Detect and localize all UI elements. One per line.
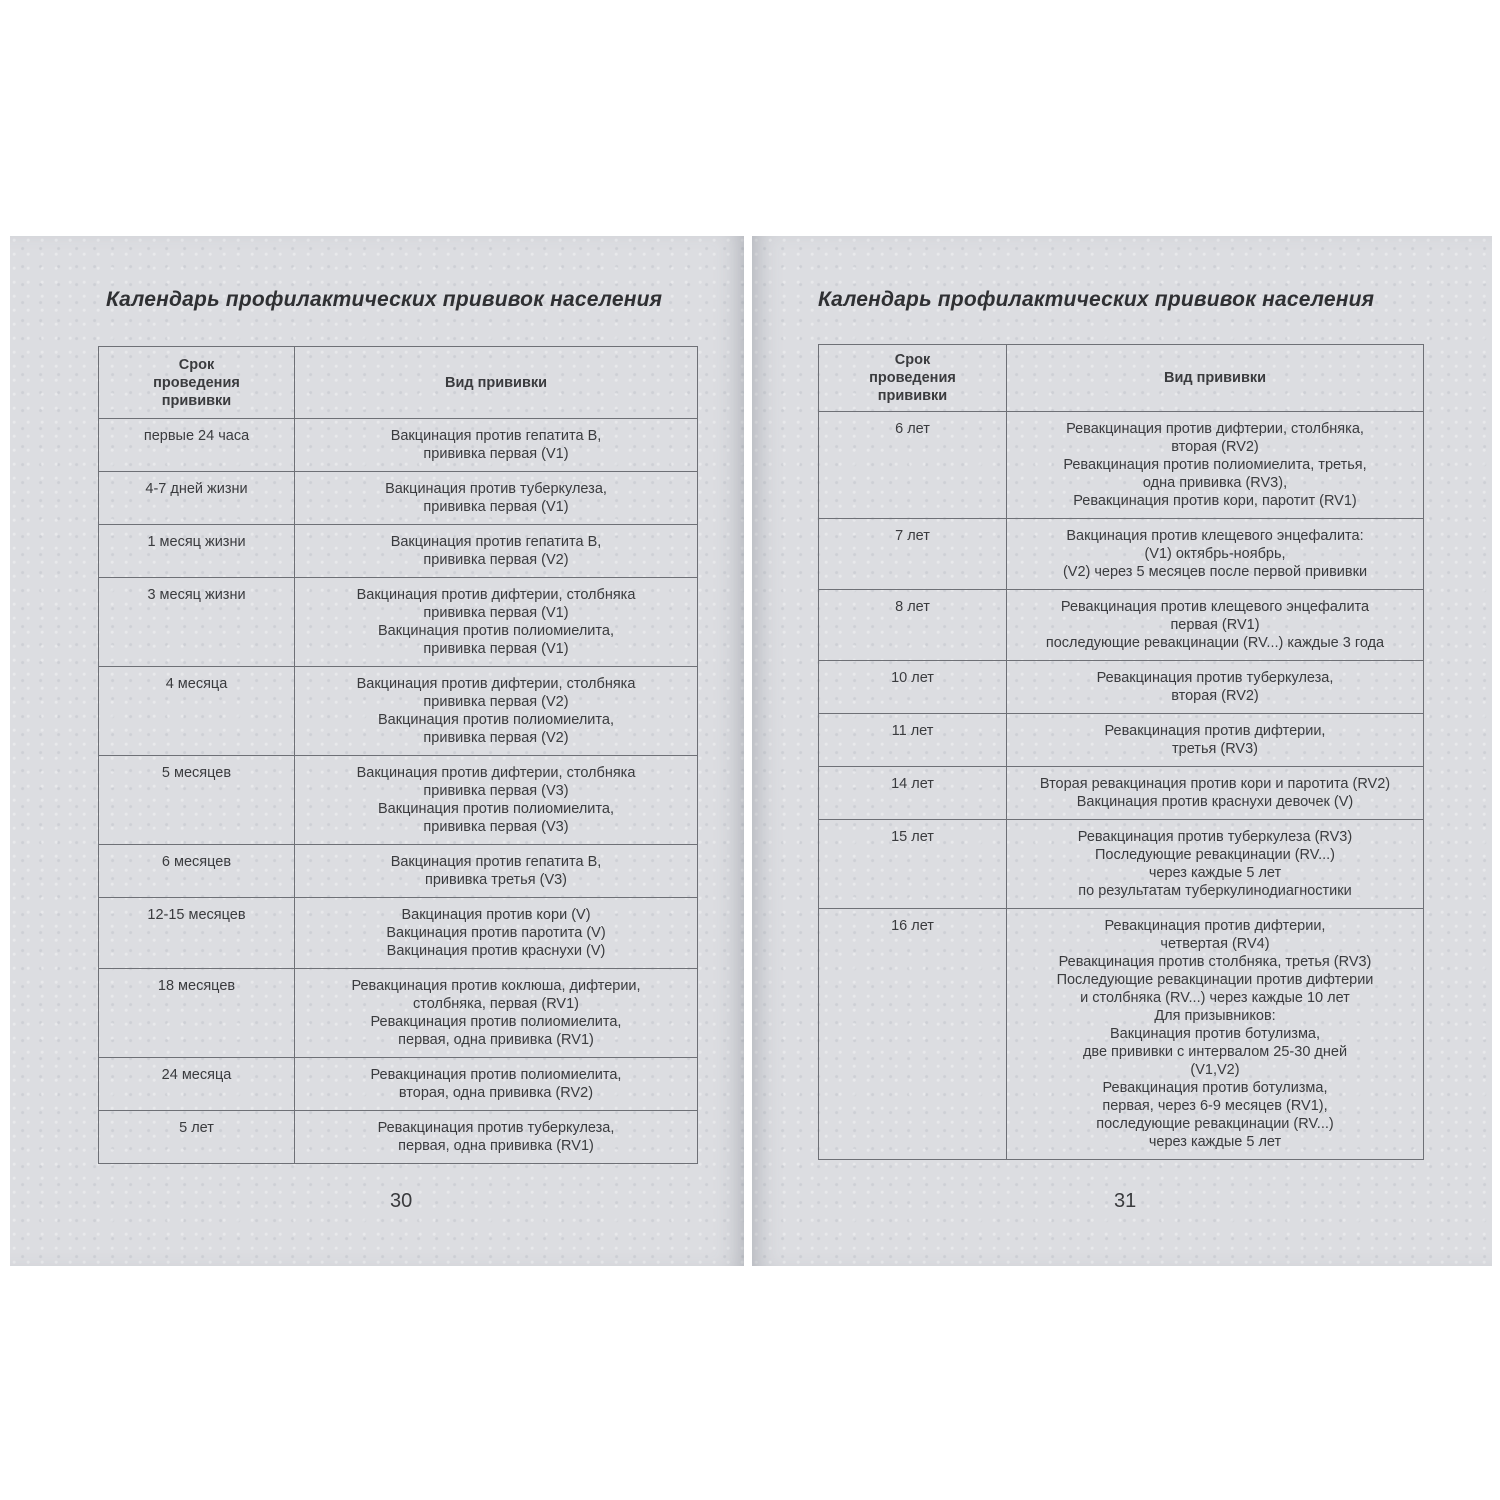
vaccination-type-cell: Вакцинация против кори (V) Вакцинация против паротита (V) Вакцинация против краснухи (V)	[295, 898, 698, 969]
vaccination-type-cell: Ревакцинация против полиомиелита, вторая, одна прививка (RV2)	[295, 1058, 698, 1111]
table-header-row	[819, 345, 1424, 412]
vaccination-type-cell: Вакцинация против гепатита В, прививка первая (V1)	[295, 419, 698, 472]
table-row	[819, 767, 1424, 820]
right-page	[752, 236, 1492, 1266]
header-term: Срок проведения прививки	[819, 345, 1007, 412]
header-type: Вид прививки	[295, 347, 698, 419]
term-cell: 1 месяц жизни	[99, 525, 295, 578]
term-cell: 15 лет	[819, 820, 1007, 909]
term-cell: первые 24 часа	[99, 419, 295, 472]
table-row	[819, 909, 1424, 1160]
page-title: Календарь профилактических прививок населения	[106, 288, 663, 311]
table-row	[99, 1058, 698, 1111]
table-row	[99, 969, 698, 1058]
vaccination-type-cell: Вакцинация против туберкулеза, прививка первая (V1)	[295, 472, 698, 525]
table-row	[99, 845, 698, 898]
table-row	[819, 661, 1424, 714]
term-cell: 3 месяц жизни	[99, 578, 295, 667]
vaccination-type-cell: Ревакцинация против туберкулеза (RV3) Последующие ревакцинации (RV...) через каждые 5 лет по результатам туберкулинодиагностики	[1007, 820, 1424, 909]
table-row	[819, 412, 1424, 519]
table-row	[99, 1111, 698, 1164]
term-cell: 4-7 дней жизни	[99, 472, 295, 525]
table-row	[819, 820, 1424, 909]
vaccination-type-cell: Вакцинация против дифтерии, столбняка прививка первая (V1) Вакцинация против полиомиелита, прививка первая (V1)	[295, 578, 698, 667]
term-cell: 11 лет	[819, 714, 1007, 767]
table-row	[819, 590, 1424, 661]
page-number: 31	[1114, 1190, 1137, 1212]
term-cell: 6 лет	[819, 412, 1007, 519]
table-row	[99, 898, 698, 969]
term-cell: 7 лет	[819, 519, 1007, 590]
vaccination-type-cell: Ревакцинация против дифтерии, третья (RV3)	[1007, 714, 1424, 767]
term-cell: 12-15 месяцев	[99, 898, 295, 969]
vaccination-type-cell: Вакцинация против клещевого энцефалита: (V1) октябрь-ноябрь, (V2) через 5 месяцев после первой прививки	[1007, 519, 1424, 590]
vaccination-type-cell: Ревакцинация против клещевого энцефалита первая (RV1) последующие ревакцинации (RV...) каждые 3 года	[1007, 590, 1424, 661]
table-row	[99, 756, 698, 845]
term-cell: 4 месяца	[99, 667, 295, 756]
vaccination-type-cell: Вакцинация против дифтерии, столбняка прививка первая (V3) Вакцинация против полиомиелита, прививка первая (V3)	[295, 756, 698, 845]
table-row	[99, 525, 698, 578]
table-row	[99, 667, 698, 756]
term-cell: 10 лет	[819, 661, 1007, 714]
term-cell: 5 лет	[99, 1111, 295, 1164]
table-row	[99, 472, 698, 525]
term-cell: 6 месяцев	[99, 845, 295, 898]
term-cell: 24 месяца	[99, 1058, 295, 1111]
term-cell: 16 лет	[819, 909, 1007, 1160]
header-type: Вид прививки	[1007, 345, 1424, 412]
vaccination-table	[818, 344, 1424, 1160]
table-row	[99, 578, 698, 667]
page-number: 30	[390, 1190, 413, 1212]
term-cell: 8 лет	[819, 590, 1007, 661]
page-title: Календарь профилактических прививок населения	[818, 288, 1375, 311]
table-header-row	[99, 347, 698, 419]
vaccination-type-cell: Ревакцинация против туберкулеза, вторая (RV2)	[1007, 661, 1424, 714]
table-row	[99, 419, 698, 472]
vaccination-type-cell: Ревакцинация против коклюша, дифтерии, столбняка, первая (RV1) Ревакцинация против полиомиелита, первая, одна прививка (RV1)	[295, 969, 698, 1058]
header-term: Срок проведения прививки	[99, 347, 295, 419]
table-row	[819, 519, 1424, 590]
term-cell: 14 лет	[819, 767, 1007, 820]
vaccination-type-cell: Вторая ревакцинация против кори и паротита (RV2) Вакцинация против краснухи девочек (V)	[1007, 767, 1424, 820]
vaccination-type-cell: Ревакцинация против дифтерии, столбняка, вторая (RV2) Ревакцинация против полиомиелита, третья, одна прививка (RV3), Ревакцинация против кори, паротит (RV1)	[1007, 412, 1424, 519]
term-cell: 18 месяцев	[99, 969, 295, 1058]
vaccination-type-cell: Вакцинация против дифтерии, столбняка прививка первая (V2) Вакцинация против полиомиелита, прививка первая (V2)	[295, 667, 698, 756]
vaccination-type-cell: Ревакцинация против дифтерии, четвертая (RV4) Ревакцинация против столбняка, третья (RV3) Последующие ревакцинации против дифтерии и столбняка (RV...) через каждые 10 лет Для призывников: Вакцинация против ботулизма, две прививки с интервалом 25-30 дней (V1,V2) Ревакцинация против ботулизма, первая, через 6-9 месяцев (RV1), последующие ревакцинации (RV...) через каждые 5 лет	[1007, 909, 1424, 1160]
table-row	[819, 714, 1424, 767]
left-page	[10, 236, 744, 1266]
vaccination-type-cell: Ревакцинация против туберкулеза, первая, одна прививка (RV1)	[295, 1111, 698, 1164]
vaccination-type-cell: Вакцинация против гепатита В, прививка первая (V2)	[295, 525, 698, 578]
vaccination-type-cell: Вакцинация против гепатита В, прививка третья (V3)	[295, 845, 698, 898]
vaccination-table	[98, 346, 698, 1164]
term-cell: 5 месяцев	[99, 756, 295, 845]
